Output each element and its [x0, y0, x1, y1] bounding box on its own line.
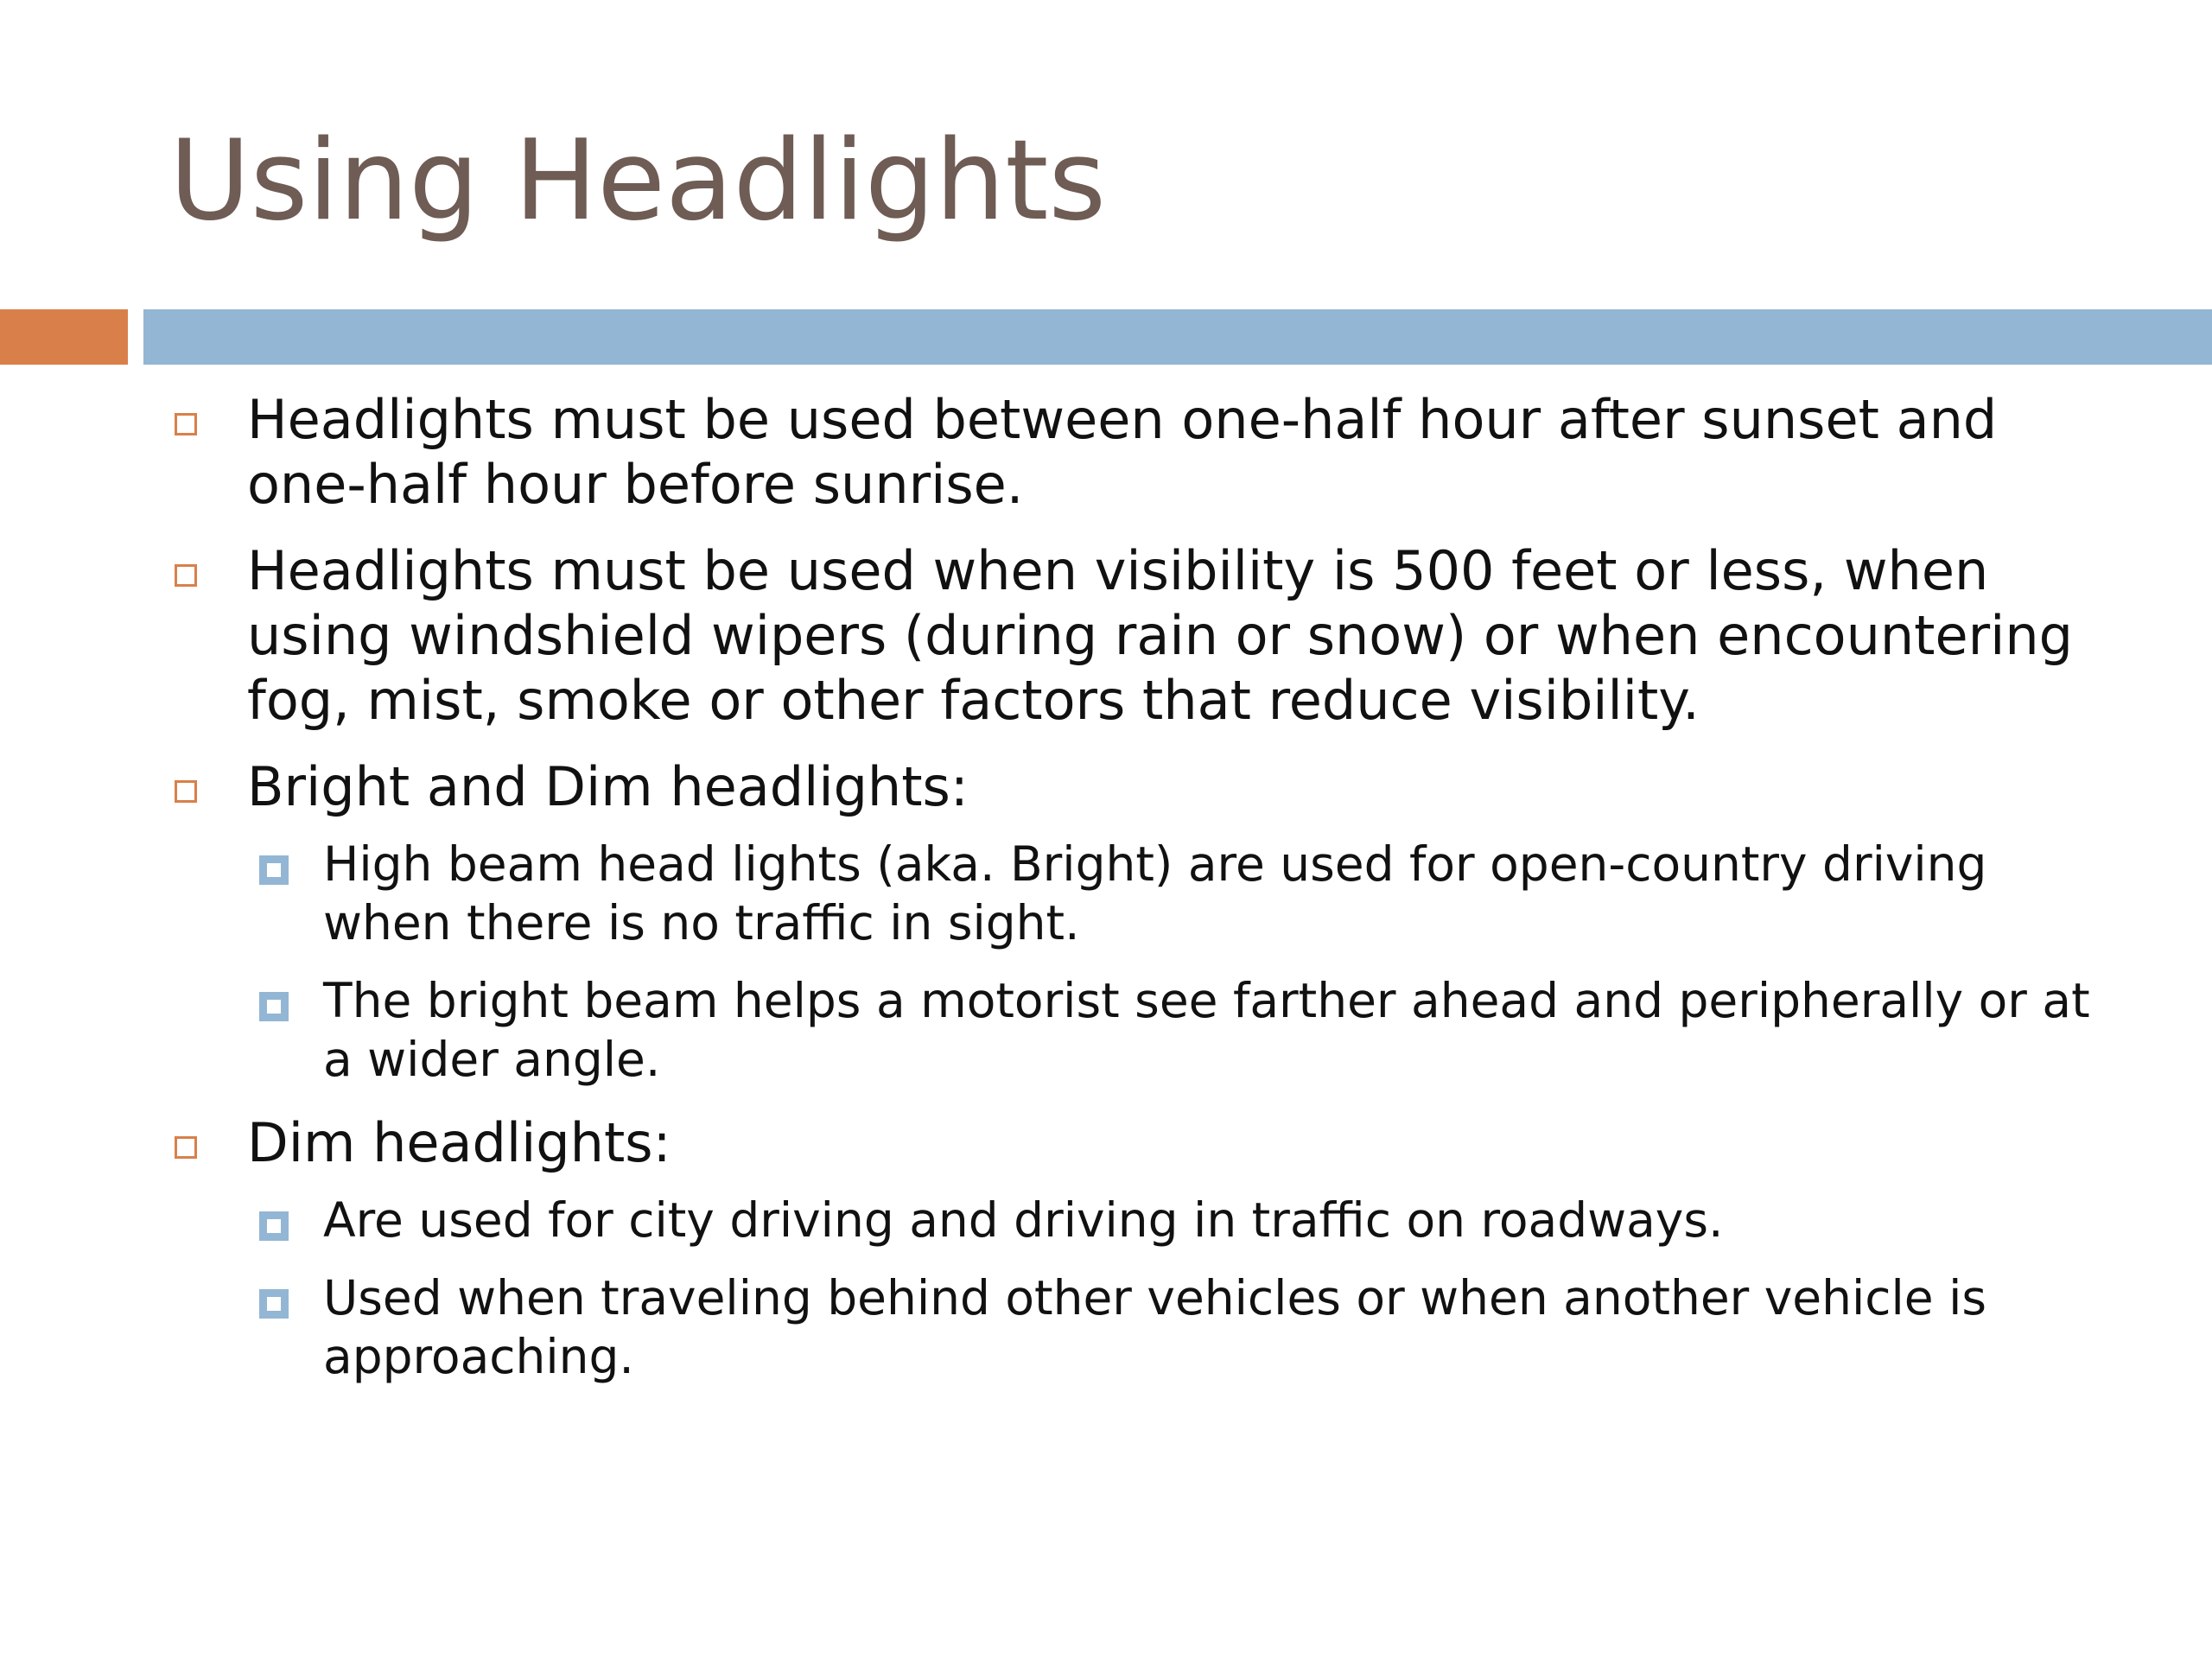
square-bullet-icon: [175, 564, 197, 587]
sub-bullet-text: Used when traveling behind other vehicles or when another vehicle is approaching.: [323, 1270, 1987, 1384]
sub-bullet-list: [247, 835, 2117, 1089]
sub-bullet-item: [247, 971, 2117, 1089]
sub-bullet-text: The bright beam helps a motorist see farther ahead and peripherally or at a wider angle.: [323, 973, 2090, 1087]
title-divider-bar: [143, 309, 2212, 365]
bullet-text: Dim headlights:: [247, 1111, 671, 1174]
sub-bullet-item: [247, 1268, 2117, 1386]
sub-bullet-item: [247, 1191, 2117, 1249]
bullet-item: [164, 538, 2117, 733]
sub-bullet-text: High beam head lights (aka. Bright) are used for open-country driving when there is no traffic in sight.: [323, 836, 1987, 950]
bullet-text: Headlights must be used when visibility is 500 feet or less, when using windshield wipers (during rain or snow) or when encountering fog, mist, smoke or other factors that reduce visibility.: [247, 539, 2073, 732]
square-bullet-icon: [175, 780, 197, 803]
bullet-text: Headlights must be used between one-half hour after sunset and one-half hour before sunrise.: [247, 388, 1998, 516]
bullet-item: [164, 387, 2117, 517]
bullet-text: Bright and Dim headlights:: [247, 755, 969, 818]
square-bullet-icon: [175, 1136, 197, 1159]
title-accent-bar: [0, 309, 128, 365]
bullet-list: [164, 387, 2117, 1386]
slide-title: Using Headlights: [169, 117, 1107, 245]
filled-square-bullet-icon: [259, 1211, 289, 1241]
filled-square-bullet-icon: [259, 855, 289, 885]
slide-content: [164, 387, 2117, 1408]
sub-bullet-text: Are used for city driving and driving in traffic on roadways.: [323, 1192, 1724, 1248]
bullet-item: [164, 754, 2117, 1089]
bullet-item: [164, 1110, 2117, 1386]
filled-square-bullet-icon: [259, 1289, 289, 1319]
square-bullet-icon: [175, 413, 197, 435]
filled-square-bullet-icon: [259, 992, 289, 1021]
sub-bullet-list: [247, 1191, 2117, 1386]
sub-bullet-item: [247, 835, 2117, 952]
